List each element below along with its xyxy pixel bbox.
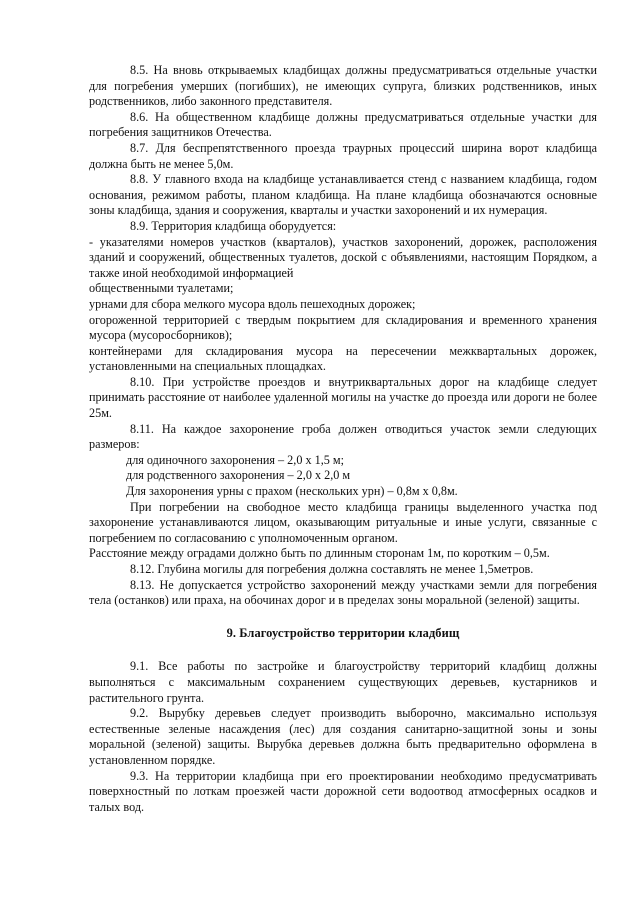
paragraph-9-3: 9.3. На территории кладбища при его проектировании необходимо предусматривать поверхностный по лоткам проезжей части дорожной сети водоотвод атмосферных осадков и талых вод. <box>89 768 597 814</box>
paragraph-8-13: 8.13. Не допускается устройство захоронений между участками земли для погребения тела (останков) или праха, на обочинах дорог и в пределах зоны моральной (зеленой) защиты. <box>89 577 597 608</box>
paragraph-8-11: 8.11. На каждое захоронение гроба должен отводиться участок земли следующих размеров: <box>89 421 597 452</box>
paragraph-8-6: 8.6. На общественном кладбище должны предусматриваться отдельные участки для погребения защитников Отечества. <box>89 109 597 140</box>
list-item: урнами для сбора мелкого мусора вдоль пешеходных дорожек; <box>89 296 416 311</box>
paragraph-8-8: 8.8. У главного входа на кладбище устанавливается стенд с названием кладбища, годом основания, режимом работы, планом кладбища. На плане кладбища обозначаются основные зоны кладбища, здания и сооружения, кварталы и участки захоронений и их нумерация. <box>89 172 597 218</box>
paragraph-8-10: 8.10. При устройстве проездов и внутриквартальных дорог на кладбище следует принимать расстояние от наиболее удаленной могилы на участке до проезда или дороги не более 25м. <box>89 374 597 421</box>
paragraph-8-5: 8.5. На вновь открываемых кладбищах должны предусматриваться отдельные участки для погребения умерших (погибших), не имеющих супруга, близких родственников, иных родственников, либо законного представителя. <box>89 63 597 109</box>
document-body <box>89 63 597 815</box>
list-item: контейнерами для складирования мусора на пересечении межквартальных дорожек, установленными на специальных площадках. <box>89 343 597 374</box>
list-item: общественными туалетами; <box>89 281 234 296</box>
size-urn: Для захоронения урны с прахом (нескольких урн) – 0,8м х 0,8м. <box>126 484 458 499</box>
paragraph-9-2: 9.2. Вырубку деревьев следует производить выборочно, максимально используя естественные зеленые насаждения (лес) для создания санитарно-защитной зоны и зоны моральной (зеленой) защиты. Вырубка деревьев должна быть предварительно оформлена в установленном порядке. <box>89 706 597 767</box>
size-family: для родственного захоронения – 2,0 х 2,0 м <box>126 468 351 483</box>
paragraph-distance: Расстояние между оградами должно быть по длинным сторонам 1м, по коротким – 0,5м. <box>89 546 550 561</box>
list-item: огороженной территорией с твердым покрытием для складирования и временного хранения мусора (мусоросборников); <box>89 312 597 343</box>
size-single: для одиночного захоронения – 2,0 х 1,5 м; <box>126 452 344 467</box>
section-heading: 9. Благоустройство территории кладбищ <box>226 625 460 640</box>
paragraph-8-7: 8.7. Для беспрепятственного проезда траурных процессий ширина ворот кладбища должна быть не менее 5,0м. <box>89 140 597 171</box>
paragraph-9-1: 9.1. Все работы по застройке и благоустройству территорий кладбищ должны выполняться с максимальным сохранением существующих деревьев, кустарников и растительного грунта. <box>89 659 597 705</box>
paragraph-8-9: 8.9. Территория кладбища оборудуется: <box>130 218 337 233</box>
list-item: - указателями номеров участков (кварталов), участков захоронений, дорожек, расположения зданий и сооружений, общественных туалетов, доской с объявлениями, настоящим Порядком, а также иной необходимой информацией <box>89 234 597 280</box>
paragraph-boundaries: При погребении на свободное место кладбища границы выделенного участка под захоронение устанавливаются лицом, оказывающим ритуальные и иные услуги, связанные с погребением по согласованию с уполномоченным органом. <box>89 499 597 545</box>
paragraph-8-12: 8.12. Глубина могилы для погребения должна составлять не менее 1,5метров. <box>130 562 534 576</box>
